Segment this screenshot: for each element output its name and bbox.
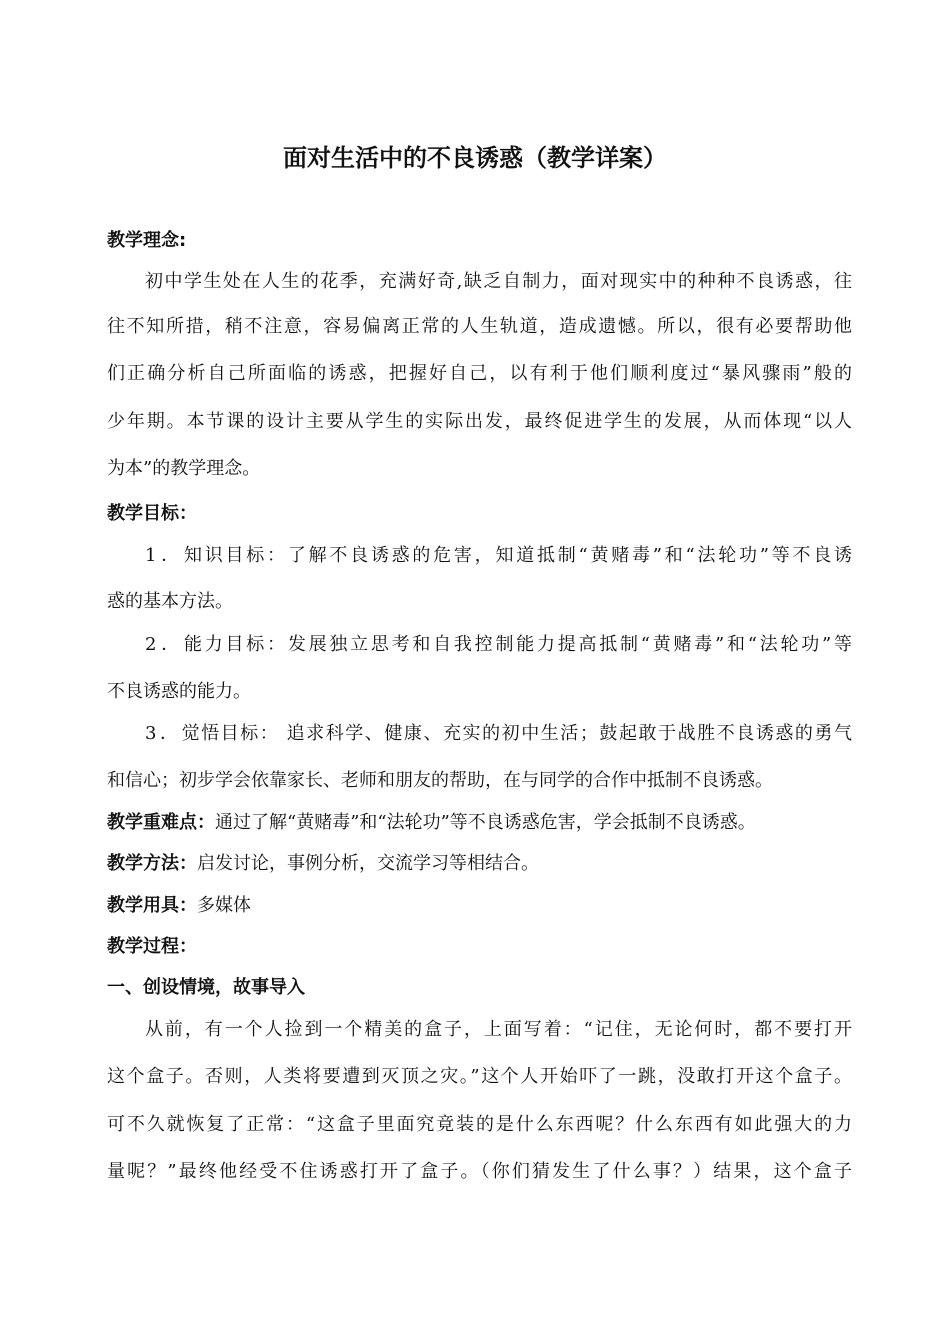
philosophy-line: 们正确分析自己所面临的诱惑，把握好自己，以有利于他们顺利度过“暴风骤雨”般的 (107, 363, 852, 384)
methods-text: 启发讨论，事例分析，交流学习等相结合。 (197, 853, 539, 874)
goal-label: 知识目标： (183, 545, 288, 566)
goal-text-continued: 不良诱惑的能力。 (107, 681, 251, 702)
goal-item-knowledge (145, 544, 852, 568)
philosophy-line: 往不知所措，稍不注意，容易偏离正常的人生轨道，造成遗憾。所以，很有必要帮助他 (107, 316, 852, 337)
page-title: 面对生活中的不良诱惑（教学详案） (283, 144, 667, 172)
goal-number: 2． (145, 634, 184, 655)
goal-item-ability (145, 633, 852, 657)
difficulties-label: 教学重难点： (107, 812, 215, 833)
goal-text-continued: 和信心；初步学会依靠家长、老师和朋友的帮助，在与同学的合作中抵制不良诱惑。 (107, 770, 773, 791)
goal-text-continued: 惑的基本方法。 (107, 591, 233, 612)
philosophy-line: 少年期。本节课的设计主要从学生的实际出发，最终促进学生的发展，从而体现“以人 (107, 411, 852, 432)
story-line: 量呢？”最终他经受不住诱惑打开了盒子。（你们猜发生了什么事？）结果，这个盒子 (107, 1161, 852, 1182)
story-line: 这个盒子。否则，人类将要遭到灭顶之灾。”这个人开始吓了一跳，没敢打开这个盒子。 (107, 1066, 852, 1087)
difficulties-row (107, 811, 852, 835)
tools-label: 教学用具： (107, 895, 197, 916)
goal-label: 觉悟目标： (181, 723, 280, 744)
process-heading: 教学过程： (107, 936, 197, 957)
goal-text: 发展独立思考和自我控制能力提高抵制“黄赌毒”和“法轮功”等 (287, 634, 853, 655)
methods-label: 教学方法： (107, 853, 197, 874)
difficulties-text: 通过了解“黄赌毒”和“法轮功”等不良诱惑危害，学会抵制不良诱惑。 (215, 812, 756, 833)
tools-text: 多媒体 (197, 895, 251, 916)
methods-row (107, 852, 852, 876)
tools-row (107, 894, 852, 918)
goal-label: 能力目标： (183, 634, 288, 655)
section-heading: 一、创设情境，故事导入 (107, 977, 305, 998)
philosophy-line: 初中学生处在人生的花季，充满好奇,缺乏自制力，面对现实中的种种不良诱惑，往 (145, 271, 852, 292)
goal-text: 了解不良诱惑的危害，知道抵制“黄赌毒”和“法轮功”等不良诱 (287, 545, 853, 566)
goal-text: 追求科学、健康、充实的初中生活；鼓起敢于战胜不良诱惑的勇气 (279, 723, 853, 744)
philosophy-line: 为本”的教学理念。 (107, 458, 261, 479)
story-line: 可不久就恢复了正常：“这盒子里面究竟装的是什么东西呢？什么东西有如此强大的力 (107, 1114, 852, 1135)
goal-number: 3． (145, 723, 182, 744)
philosophy-heading: 教学理念: (107, 230, 187, 251)
goals-heading: 教学目标： (107, 503, 197, 524)
goal-number: 1． (145, 545, 184, 566)
goal-item-awareness (145, 722, 852, 746)
story-line: 从前，有一个人捡到一个精美的盒子，上面写着：“记住，无论何时，都不要打开 (145, 1019, 852, 1040)
